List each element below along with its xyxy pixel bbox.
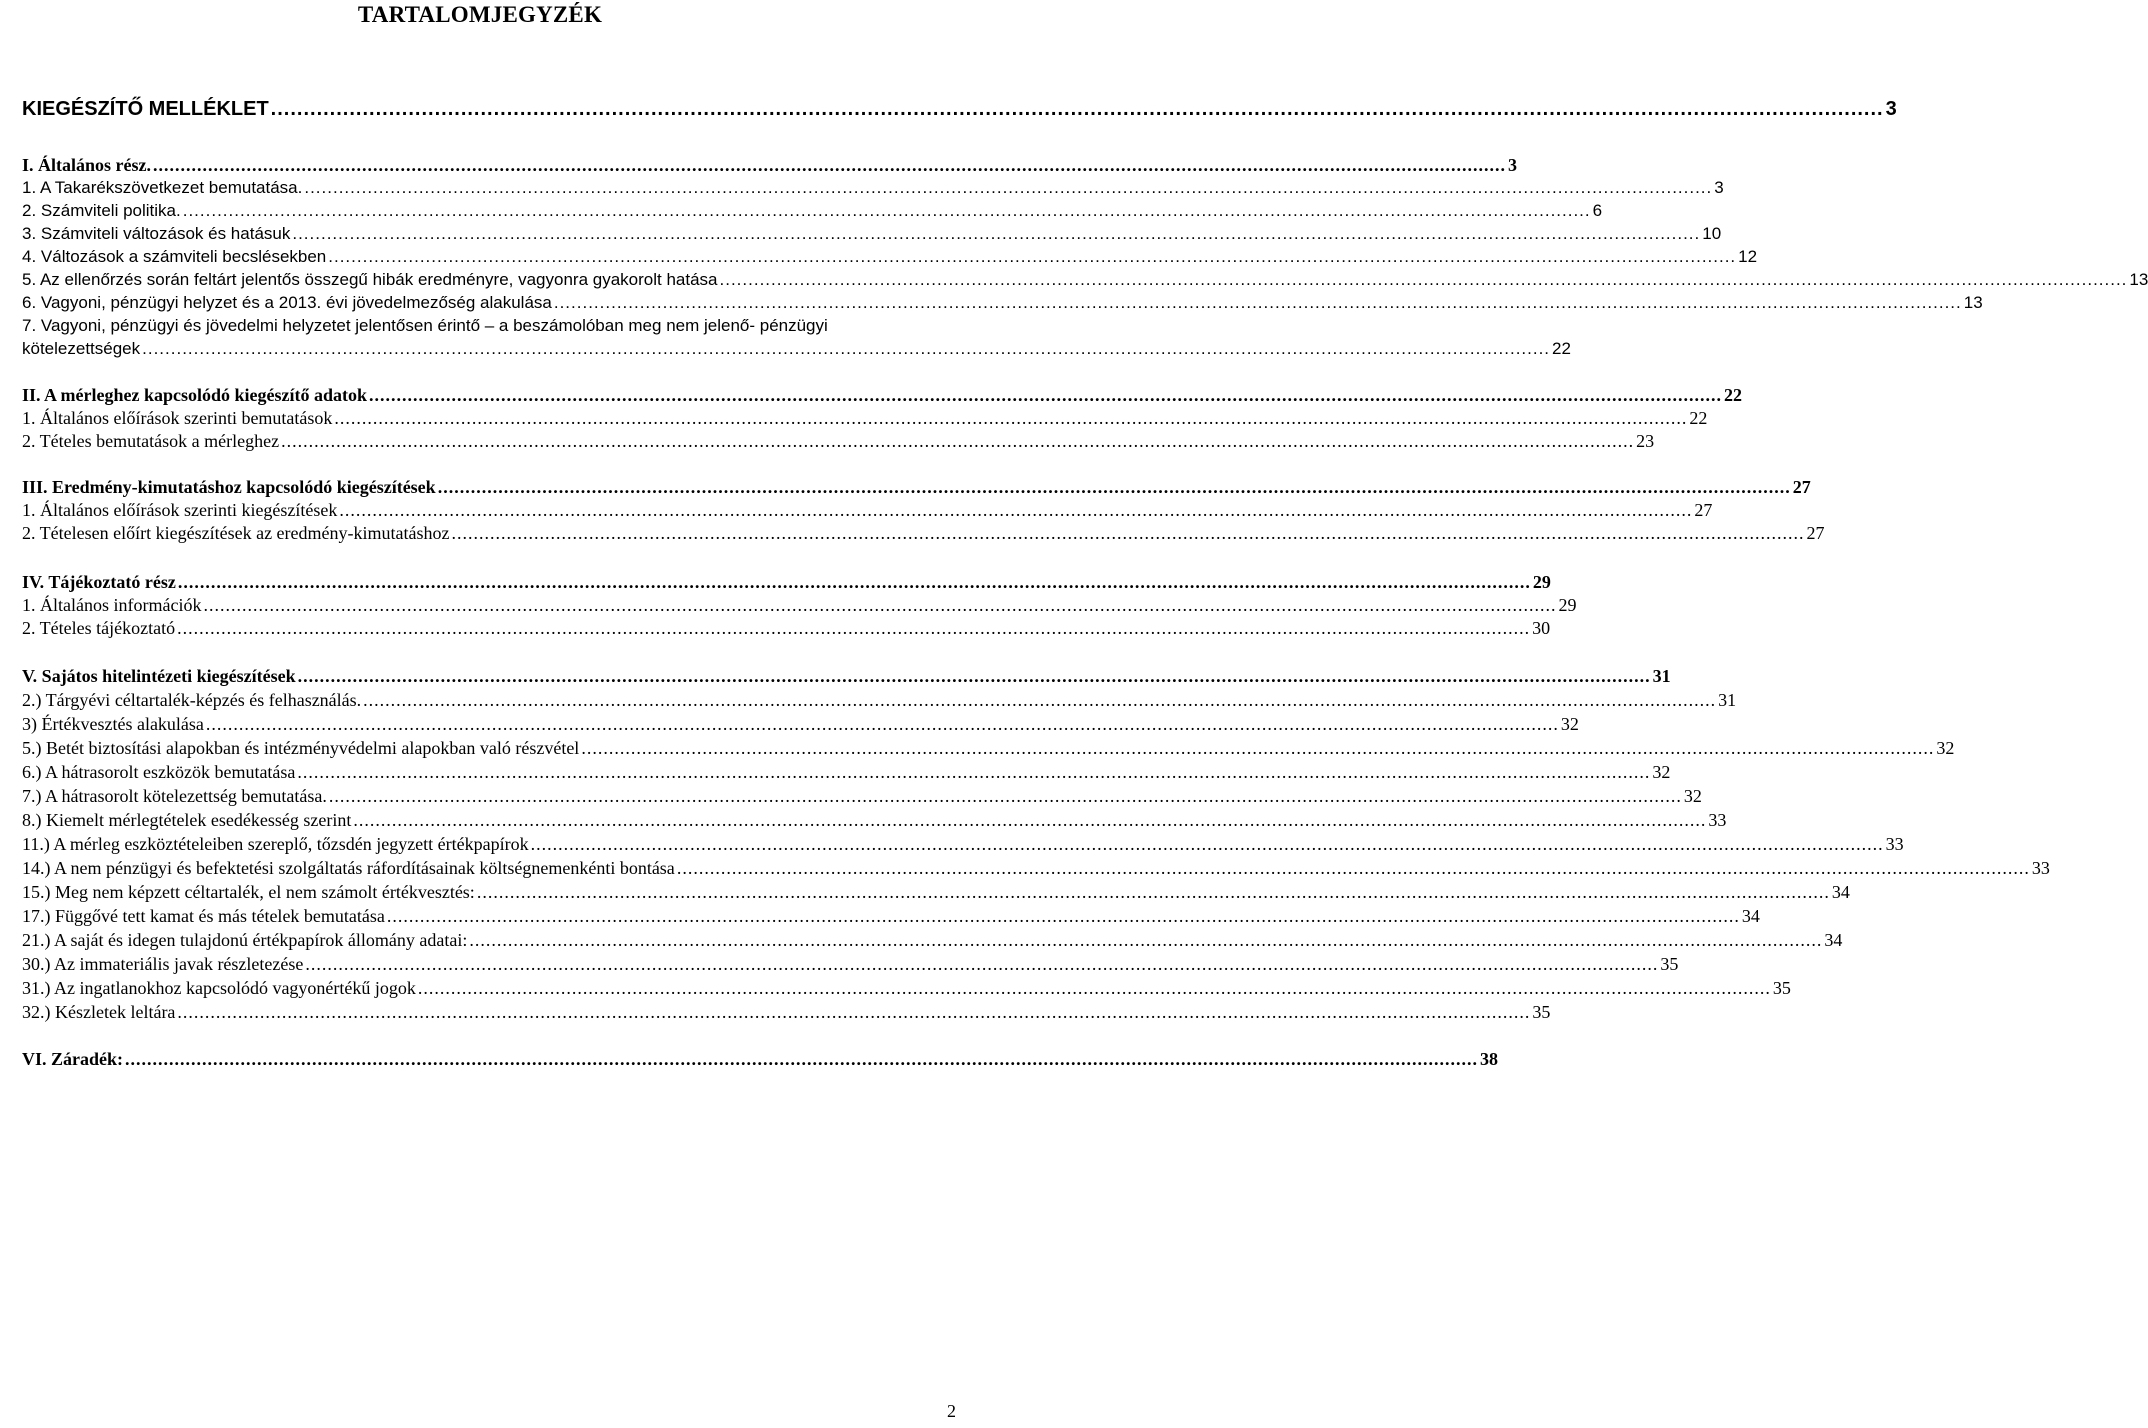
toc-section-2[interactable] (22, 384, 1742, 406)
toc-entry[interactable] (22, 407, 1708, 429)
toc-entry-title: II. A mérleghez kapcsolódó kiegészítő adatok (22, 385, 367, 405)
toc-entry-page: 27 (1792, 477, 1811, 497)
toc-entry-title: 31.) Az ingatlanokhoz kapcsolódó vagyonértékű jogok (22, 978, 416, 998)
toc-entry-title: 7.) A hátrasorolt kötelezettség bemutatása. (22, 786, 327, 806)
toc-entry-title: 6. Vagyoni, pénzügyi helyzet és a 2013. évi jövedelmezőség alakulása (22, 293, 552, 312)
toc-entry-title: I. Általános rész. (22, 155, 151, 175)
dot-leader (363, 689, 1716, 711)
toc-entry-title: 32.) Készletek leltára (22, 1002, 176, 1022)
toc-entry-title: 2. Számviteli politika. (22, 201, 181, 220)
toc-entry-title: 2.) Tárgyévi céltartalék-képzés és felhasználás. (22, 690, 362, 710)
toc-entry-page: 32 (1652, 762, 1671, 782)
dot-leader (581, 737, 1934, 759)
toc-entry-title: 30.) Az immateriális javak részletezése (22, 954, 304, 974)
toc-entry-page: 32 (1683, 786, 1702, 806)
toc-entry-page: 29 (1532, 572, 1551, 592)
toc-entry[interactable] (22, 713, 1579, 735)
dot-leader (177, 1001, 1530, 1023)
toc-entry-title: 3. Számviteli változások és hatásuk (22, 224, 291, 243)
toc-entry-page: 34 (1824, 930, 1843, 950)
toc-entry[interactable] (22, 761, 1671, 783)
toc-entry-page: 31 (1718, 690, 1737, 710)
toc-entry-page: 30 (1532, 618, 1551, 638)
toc-entry[interactable] (22, 499, 1713, 521)
toc-section-1[interactable] (22, 154, 1517, 176)
toc-entry[interactable] (22, 246, 1758, 268)
toc-entry-title: 1. Általános információk (22, 595, 202, 615)
dot-leader (720, 269, 2128, 291)
toc-entry[interactable] (22, 785, 1702, 807)
dot-leader (418, 977, 1771, 999)
toc-entry-title: 3) Értékvesztés alakulása (22, 714, 204, 734)
dot-leader (153, 154, 1506, 176)
toc-entry-page: 33 (1708, 810, 1727, 830)
toc-entry-title: 2. Tételes bemutatások a mérleghez (22, 431, 280, 451)
toc-entry-title: 2. Tételesen előírt kiegészítések az eredmény-kimutatáshoz (22, 523, 450, 543)
dot-leader (297, 761, 1650, 783)
toc-entry-page: 22 (1689, 408, 1708, 428)
toc-entry-page: 22 (1552, 339, 1571, 358)
toc-section-5[interactable] (22, 665, 1671, 687)
toc-entry-title: 1. Általános előírások szerinti kiegészítések (22, 500, 338, 520)
toc-entry[interactable] (22, 929, 1843, 951)
toc-entry-kiegeszito-melleklet[interactable] (22, 96, 1897, 122)
toc-entry[interactable] (22, 1001, 1551, 1023)
toc-entry-title: 21.) A saját és idegen tulajdonú értékpapírok állomány adatai: (22, 930, 468, 950)
dot-leader (334, 407, 1687, 429)
dot-leader (339, 499, 1692, 521)
toc-entry-title: 6.) A hátrasorolt eszközök bemutatása (22, 762, 296, 782)
toc-entry[interactable] (22, 223, 1722, 245)
toc-entry[interactable] (22, 857, 2050, 879)
dot-leader (531, 833, 1884, 855)
toc-entry-page: 33 (2031, 858, 2050, 878)
dot-leader (369, 384, 1722, 406)
toc-entry-page: 34 (1831, 882, 1850, 902)
toc-entry[interactable] (22, 617, 1551, 639)
toc-entry-title: V. Sajátos hitelintézeti kiegészítések (22, 666, 296, 686)
toc-section-4[interactable] (22, 571, 1551, 593)
toc-entry-title: IV. Tájékoztató rész (22, 572, 176, 592)
toc-entry-title: VI. Záradék: (22, 1049, 124, 1069)
toc-entry-page: 10 (1702, 224, 1722, 243)
dot-leader (271, 96, 1884, 122)
dot-leader (203, 594, 1556, 616)
toc-entry[interactable] (22, 430, 1655, 452)
dot-leader (469, 929, 1822, 951)
toc-entry[interactable] (22, 177, 1724, 199)
dot-leader (177, 617, 1530, 639)
toc-entry-page: 27 (1694, 500, 1713, 520)
dot-leader (329, 785, 1682, 807)
toc-entry[interactable] (22, 594, 1577, 616)
toc-entry-title: KIEGÉSZÍTŐ MELLÉKLET (22, 98, 269, 120)
toc-entry-title: 17.) Függővé tett kamat és más tételek bemutatása (22, 906, 385, 926)
toc-entry-page: 31 (1652, 666, 1671, 686)
toc-entry[interactable] (22, 881, 1850, 903)
dot-leader (554, 292, 1962, 314)
toc-entry-title: 14.) A nem pénzügyi és befektetési szolgáltatás ráfordításainak költségnemenkénti bontása (22, 858, 675, 878)
toc-entry-page: 3 (1508, 155, 1517, 175)
toc-entry-page: 29 (1558, 595, 1577, 615)
toc-entry-title: 8.) Kiemelt mérlegtételek esedékesség szerint (22, 810, 352, 830)
toc-entry-page: 38 (1480, 1049, 1499, 1069)
toc-entry[interactable] (22, 292, 1983, 314)
dot-leader (178, 571, 1531, 593)
toc-entry-title: 15.) Meg nem képzett céltartalék, el nem számolt értékvesztés: (22, 882, 475, 902)
toc-entry-title: 5. Az ellenőrzés során feltárt jelentős összegű hibák eredményre, vagyonra gyakorolt hatása (22, 270, 718, 289)
toc-entry[interactable] (22, 338, 1571, 360)
toc-entry-page: 35 (1532, 1002, 1551, 1022)
toc-entry-title: 5.) Betét biztosítási alapokban és intézményvédelmi alapokban való részvétel (22, 738, 580, 758)
dot-leader (298, 665, 1651, 687)
dot-leader (353, 809, 1706, 831)
toc-entry-page: 13 (1963, 293, 1983, 312)
toc-entry-page: 22 (1724, 385, 1742, 405)
toc-section-3[interactable] (22, 476, 1811, 498)
dot-leader (281, 430, 1634, 452)
toc-entry-page: 6 (1592, 201, 1603, 220)
dot-leader (452, 522, 1805, 544)
toc-entry-page: 3 (1885, 98, 1897, 120)
toc-entry-page: 32 (1936, 738, 1955, 758)
toc-entry[interactable] (22, 953, 1679, 975)
toc-section-6[interactable] (22, 1048, 1499, 1070)
toc-entry-title: III. Eredmény-kimutatáshoz kapcsolódó kiegészítések (22, 477, 436, 497)
dot-leader (387, 905, 1740, 927)
toc-entry[interactable] (22, 522, 1825, 544)
toc-entry-page: 35 (1772, 978, 1791, 998)
toc-entry-page: 34 (1741, 906, 1760, 926)
dot-leader (183, 200, 1591, 222)
toc-entry-title: 4. Változások a számviteli becslésekben (22, 247, 327, 266)
toc-entry-page: 23 (1636, 431, 1655, 451)
toc-entry[interactable] (22, 905, 1760, 927)
toc-entry-title: 11.) A mérleg eszköztételeiben szereplő, tőzsdén jegyzett értékpapírok (22, 834, 529, 854)
toc-entry-page: 3 (1714, 178, 1724, 197)
toc-entry[interactable] (22, 977, 1791, 999)
toc-entry[interactable] (22, 200, 1603, 222)
toc-entry-title: kötelezettségek (22, 339, 141, 358)
toc-entry[interactable] (22, 269, 2148, 291)
dot-leader (677, 857, 2030, 879)
dot-leader (438, 476, 1791, 498)
toc-entry[interactable] (22, 737, 1955, 759)
toc-entry[interactable] (22, 689, 1737, 711)
dot-leader (292, 223, 1700, 245)
toc-entry-title: 1. A Takarékszövetkezet bemutatása. (22, 178, 303, 197)
dot-leader (125, 1048, 1478, 1070)
toc-entry-page: 13 (2129, 270, 2148, 289)
dot-leader (304, 177, 1712, 199)
toc-entry-title: 1. Általános előírások szerinti bemutatások (22, 408, 333, 428)
toc-entry-title: 2. Tételes tájékoztató (22, 618, 176, 638)
page-number: 2 (947, 1401, 956, 1421)
dot-leader (305, 953, 1658, 975)
dot-leader (328, 246, 1736, 268)
dot-leader (477, 881, 1830, 903)
toc-entry[interactable] (22, 809, 1727, 831)
toc-entry-page: 33 (1885, 834, 1904, 854)
toc-entry-page: 35 (1660, 954, 1679, 974)
toc-entry-page: 32 (1560, 714, 1579, 734)
toc-entry-wrapped-line[interactable]: 7. Vagyoni, pénzügyi és jövedelmi helyzetet jelentősen érintő – a beszámolóban meg nem jelenő- pénzügyi (22, 316, 828, 335)
toc-entry-page: 12 (1738, 247, 1758, 266)
dot-leader (142, 338, 1550, 360)
page-title: TARTALOMJEGYZÉK (357, 2, 603, 27)
toc-entry[interactable] (22, 833, 1904, 855)
dot-leader (206, 713, 1559, 735)
toc-entry-page: 27 (1806, 523, 1825, 543)
